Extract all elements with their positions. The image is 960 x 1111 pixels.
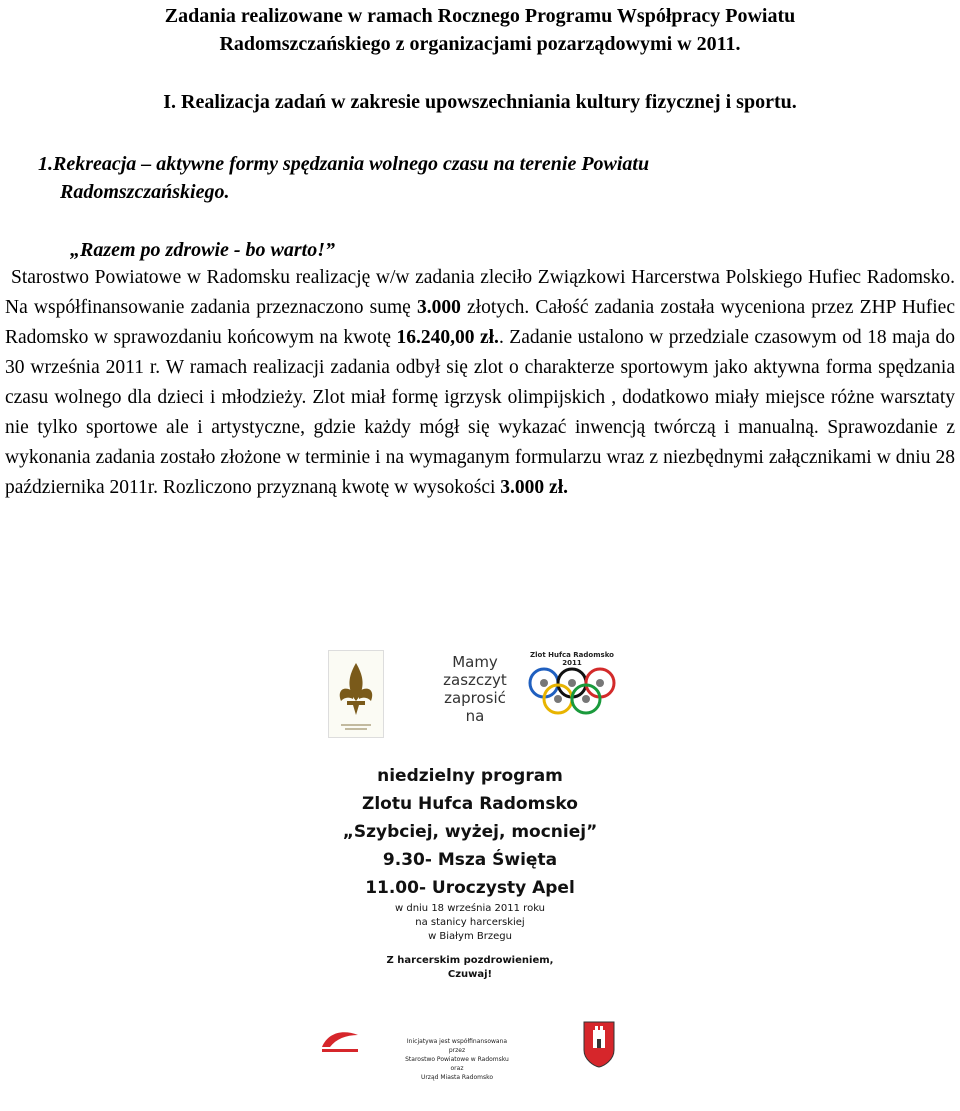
amount-granted: 3.000 — [416, 297, 461, 318]
sponsor-line-5: Urząd Miasta Radomsko — [420, 1074, 494, 1081]
city-crest-icon — [582, 1020, 616, 1068]
sponsor-line-4: oraz — [450, 1065, 464, 1072]
task-slogan: „Razem po zdrowie - bo warto!” — [70, 239, 336, 261]
program-motto: „Szybciej, wyżej, mocniej” — [342, 822, 598, 842]
amount-settled: 3.000 zł. — [500, 477, 568, 498]
program-date-line-1: w dniu 18 września 2011 roku — [394, 903, 546, 914]
section-heading: I. Realizacja zadań w zakresie upowszechniania kultury fizycznej i sportu. — [163, 91, 797, 113]
program-title: niedzielny program — [377, 766, 563, 786]
sponsor-line-2: przez — [448, 1047, 466, 1054]
sponsor-logo-icon — [318, 1025, 363, 1057]
paragraph-part-3: . Zadanie ustalono w przedziale czasowym od 18 maja do 30 września 2011 r. W ramach realizacji zadania odbył się zlot o charakterze sportowym jako aktywna forma spędzania czasu wolnego dla dzieci i młodzieży. Zlot miał formę igrzysk olimpijskich , dodatkowo miały miejsce różne warsztaty nie tylko sportowe ale i artystyczne, gdzie każdy mógł się wykazać inwencją twórczą i manualną. Sprawozdanie z wykonania zadania zostało złożone w terminie i na wymaganym formularzu wraz z niezbędnymi załącznikami w dniu 28 października 2011r. Rozliczono przyznaną kwotę w wysokości — [5, 327, 956, 498]
fleur-de-lis-icon — [329, 651, 383, 737]
program-event-name: Zlotu Hufca Radomsko — [362, 794, 578, 814]
paragraph-part-2: złotych. Całość zadania została wyceniona przez ZHP Hufiec Radomsko w sprawozdaniu końcowym na kwotę — [5, 297, 955, 348]
program-greeting-line-1: Z harcerskim pozdrowieniem, — [386, 955, 554, 966]
subsection-heading-line-1: 1.Rekreacja – aktywne formy spędzania wolnego czasu na terenie Powiatu — [38, 153, 650, 175]
program-date-line-2: na stanicy harcerskiej — [415, 917, 525, 928]
task-description-paragraph — [5, 263, 955, 503]
paragraph-part-1: Starostwo Powiatowe w Radomsku realizację w/w zadania zleciło Związkowi Harcerstwa Polskiego Hufiec Radomsko. Na współfinansowanie zadania przeznaczono sumę — [5, 267, 955, 318]
program-date-line-3: w Białym Brzegu — [428, 931, 512, 942]
program-item-mass: 9.30- Msza Święta — [382, 850, 558, 870]
subsection-heading-line-2: Radomszczańskiego. — [60, 181, 230, 203]
sponsor-line-1: Inicjatywa jest współfinansowana — [406, 1038, 508, 1045]
sponsor-info — [392, 1037, 522, 1082]
program-item-assembly: 11.00- Uroczysty Apel — [365, 878, 575, 898]
program-greeting-line-2: Czuwaj! — [447, 969, 493, 980]
rings-title: Zlot Hufca Radomsko 2011 — [530, 651, 614, 667]
document-title-line-2: Radomszczańskiego z organizacjami pozarządowymi w 2011. — [219, 33, 741, 55]
olympic-rings-icon — [522, 661, 622, 723]
document-title-line-1: Zadania realizowane w ramach Rocznego Programu Współpracy Powiatu — [164, 5, 796, 27]
scout-emblem-logo — [328, 650, 384, 738]
amount-total: 16.240,00 zł. — [396, 327, 499, 348]
poster-program — [310, 762, 630, 982]
sponsor-line-3: Starostwo Powiatowe w Radomsku — [405, 1056, 509, 1063]
event-poster — [300, 625, 640, 1105]
poster-invite-text: Mamy zaszczyt zaprosić na — [443, 653, 507, 725]
